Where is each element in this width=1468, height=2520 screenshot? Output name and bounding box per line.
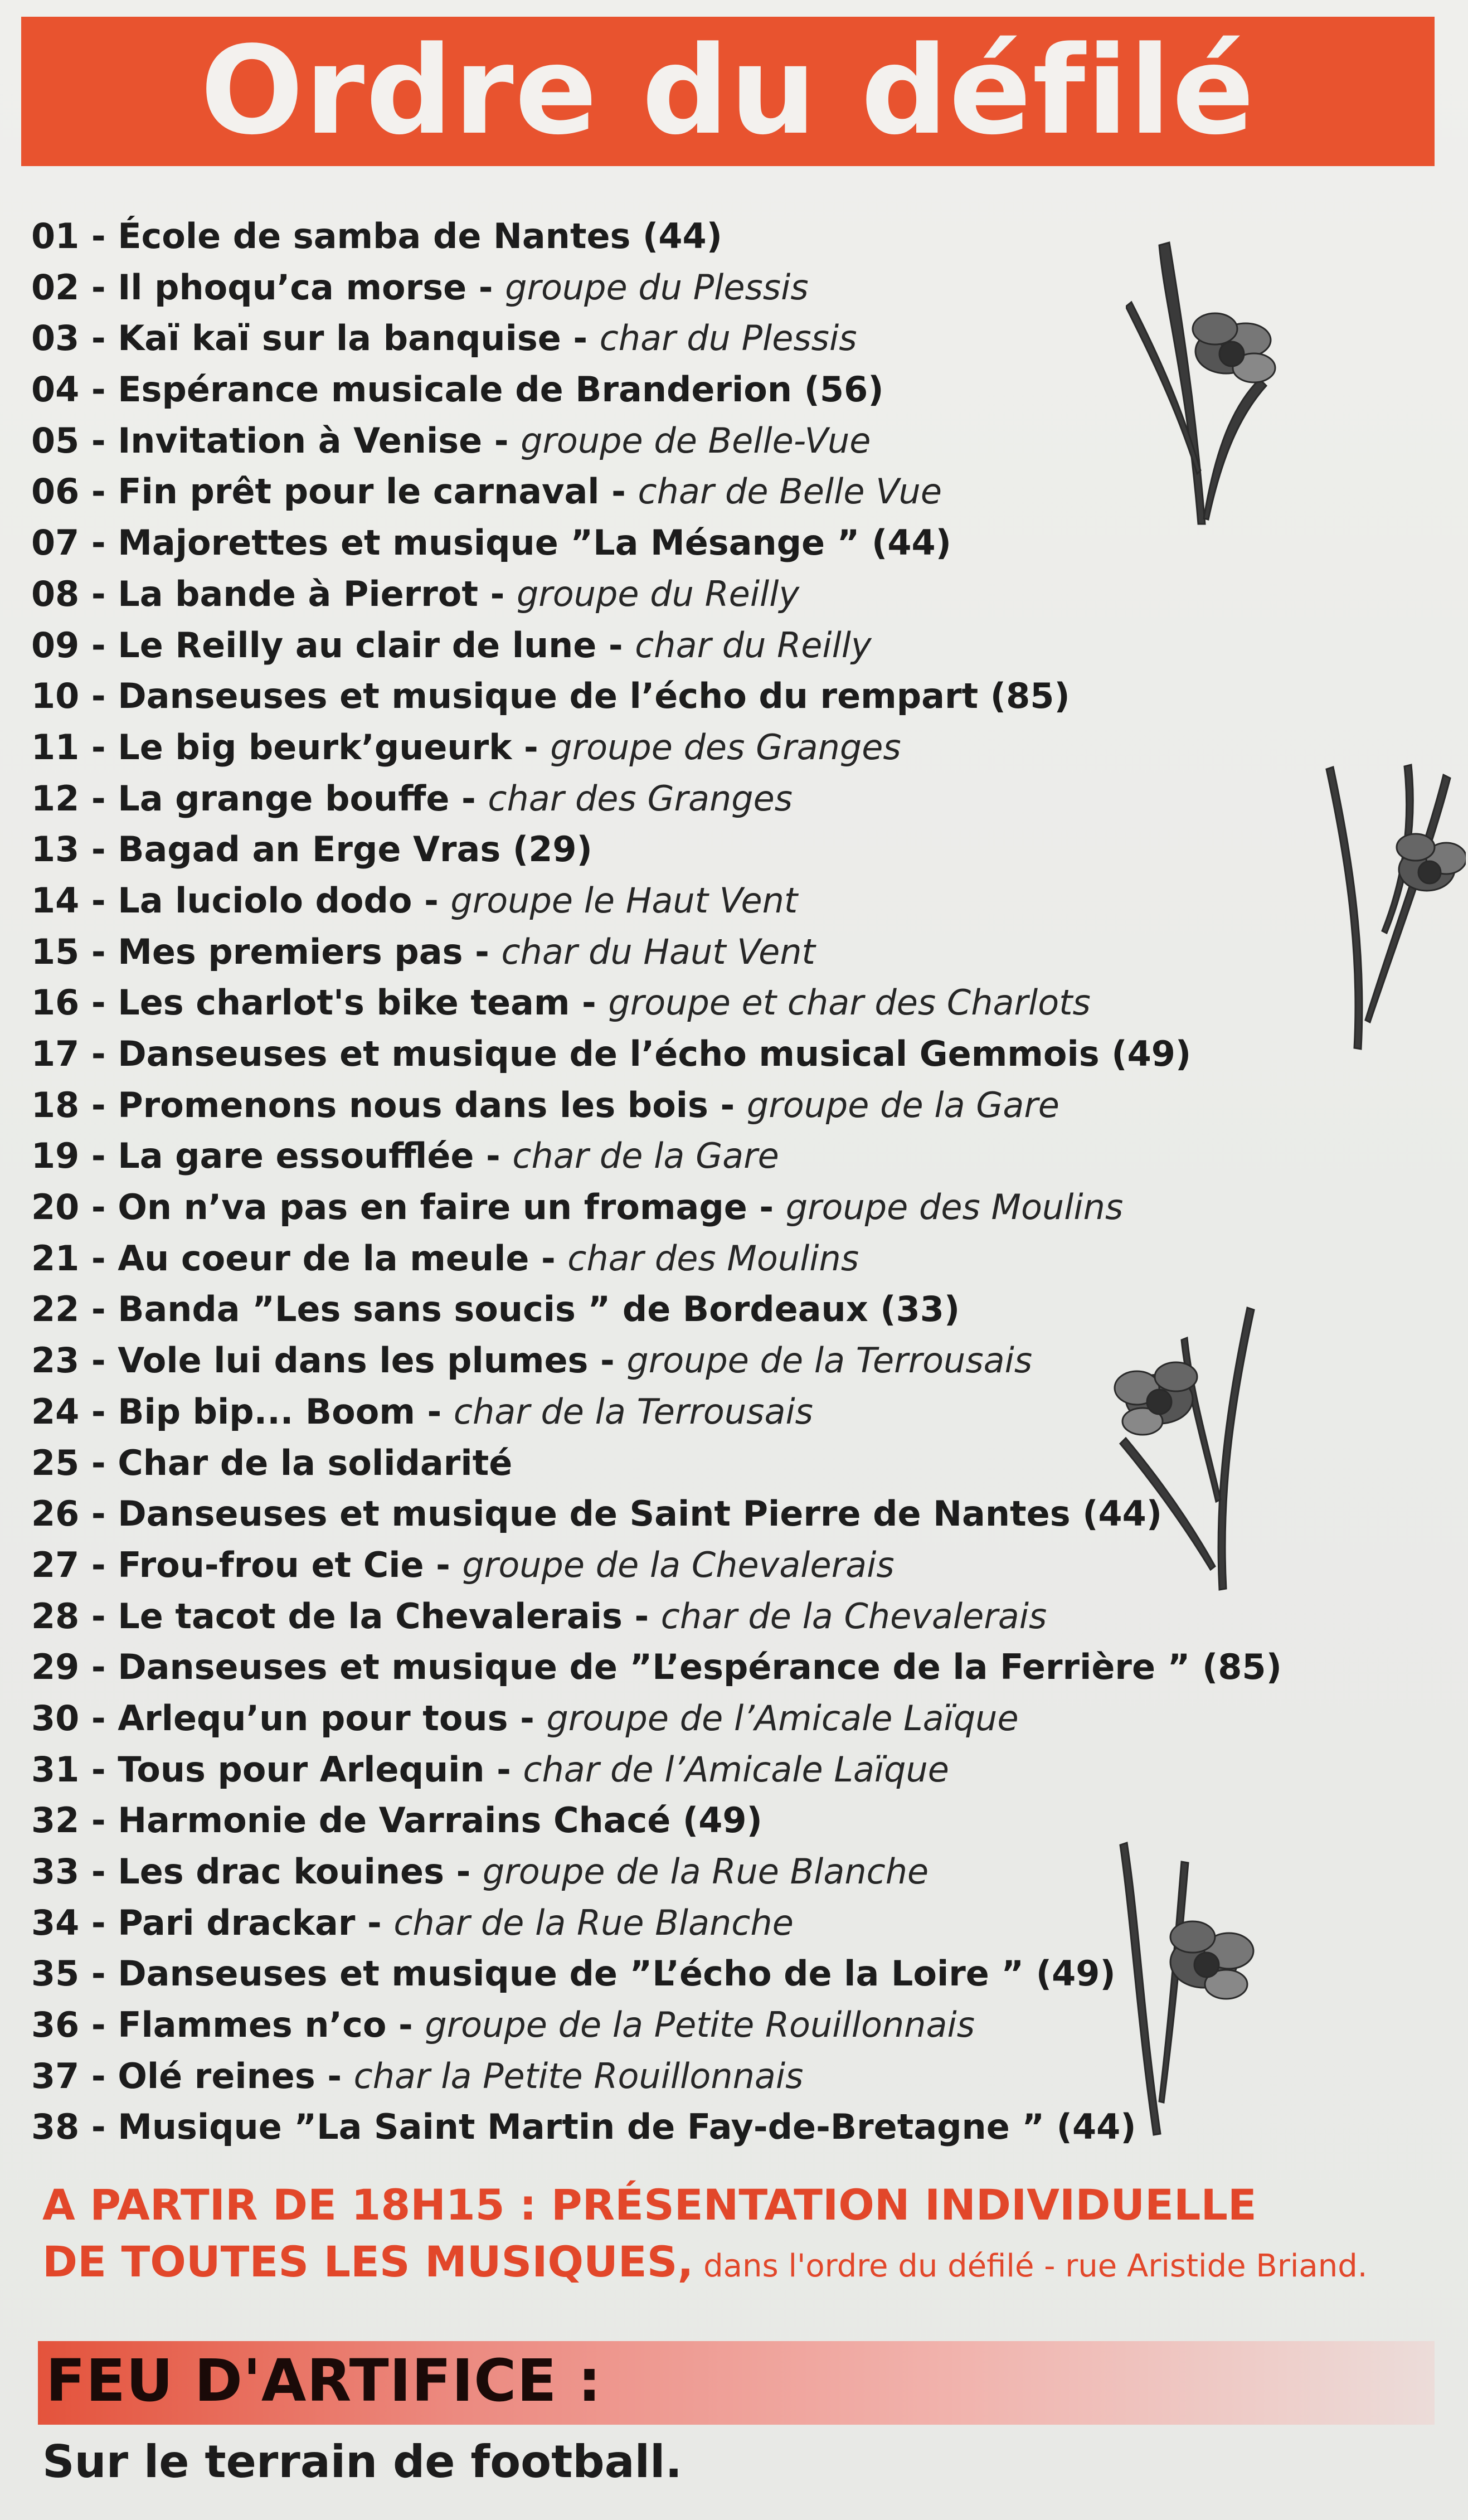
announcement-line2 <box>42 2233 1447 2295</box>
daffodil-icon <box>1126 240 1299 530</box>
item-description: groupe de la Gare <box>746 1084 1059 1125</box>
item-number: 01 <box>31 216 80 256</box>
item-name: Promenons nous dans les bois <box>118 1084 708 1125</box>
item-description: groupe de la Chevalerais <box>462 1544 895 1585</box>
item-number: 33 <box>31 1851 80 1892</box>
list-item <box>31 1591 1202 1642</box>
item-separator: - <box>79 1647 118 1688</box>
item-description: char la Petite Rouillonnais <box>353 2055 804 2096</box>
item-number: 35 <box>31 1953 80 1994</box>
item-number: 36 <box>31 2004 80 2046</box>
item-name: Pari drackar <box>118 1902 356 1943</box>
item-name: Danseuses et musique de Saint Pierre de Nantes (44) <box>118 1493 1163 1535</box>
item-separator: - <box>415 1391 454 1432</box>
item-separator: - <box>79 624 118 666</box>
item-separator: - <box>588 1340 627 1381</box>
item-number: 30 <box>31 1697 80 1739</box>
item-number: 03 <box>31 318 80 359</box>
item-name: Invitation à Venise <box>118 420 483 461</box>
item-description: char de la Terrousais <box>453 1391 813 1432</box>
item-description: char de la Gare <box>512 1135 779 1177</box>
item-name: La bande à Pierrot <box>118 573 479 614</box>
item-name: Harmonie de Varrains Chacé (49) <box>118 1800 762 1841</box>
item-separator: - <box>79 982 118 1023</box>
item-separator: - <box>79 1187 118 1228</box>
item-description: groupe du Plessis <box>505 266 809 308</box>
item-separator: - <box>482 420 521 461</box>
item-separator: - <box>570 982 609 1023</box>
list-item <box>31 926 1202 978</box>
item-separator: - <box>474 1135 513 1177</box>
list-item <box>31 620 1202 671</box>
list-item <box>31 1897 1202 1949</box>
item-name: Les charlot's bike team <box>118 982 570 1023</box>
item-number: 21 <box>31 1237 80 1279</box>
list-item <box>31 2101 1202 2153</box>
item-number: 27 <box>31 1544 80 1585</box>
item-separator: - <box>508 1697 547 1739</box>
list-item <box>31 1284 1202 1335</box>
item-number: 22 <box>31 1289 80 1330</box>
announcement-line1: A PARTIR DE 18H15 : PRÉSENTATION INDIVIDUELLE <box>42 2180 1257 2230</box>
item-description: groupe de l’Amicale Laïque <box>546 1697 1019 1739</box>
item-name: Les drac kouines <box>118 1851 445 1892</box>
item-name: Majorettes et musique ”La Mésange ” (44) <box>118 522 951 564</box>
item-separator: - <box>529 1237 568 1279</box>
item-number: 18 <box>31 1084 80 1125</box>
item-name: Danseuses et musique de l’écho musical Gemmois (49) <box>118 1033 1192 1074</box>
item-name: Le Reilly au clair de lune <box>118 624 597 666</box>
item-number: 23 <box>31 1340 80 1381</box>
item-separator: - <box>512 726 551 768</box>
item-name: Danseuses et musique de l’écho du rempart (85) <box>118 676 1070 717</box>
list-item <box>31 211 1202 262</box>
list-item <box>31 722 1202 773</box>
list-item <box>31 569 1202 620</box>
item-description: char de la Chevalerais <box>660 1595 1047 1637</box>
fireworks-title: FEU D'ARTIFICE : <box>46 2347 602 2415</box>
list-item <box>31 1130 1202 1182</box>
list-item <box>31 1795 1202 1846</box>
item-separator: - <box>449 778 488 819</box>
item-separator: - <box>596 624 635 666</box>
item-separator: - <box>79 1289 118 1330</box>
item-number: 32 <box>31 1800 80 1841</box>
item-number: 34 <box>31 1902 80 1943</box>
list-item <box>31 1488 1202 1540</box>
item-name: Vole lui dans les plumes <box>118 1340 589 1381</box>
item-name: Frou-frou et Cie <box>118 1544 424 1585</box>
item-separator: - <box>79 1340 118 1381</box>
item-description: groupe des Moulins <box>785 1187 1124 1228</box>
item-separator: - <box>79 522 118 564</box>
item-separator: - <box>79 1084 118 1125</box>
announcement <box>42 2177 1447 2295</box>
list-item <box>31 415 1202 467</box>
list-item <box>31 1233 1202 1284</box>
announcement-line2-small: dans l'ordre du défilé - rue Aristide Briand. <box>693 2248 1368 2284</box>
item-description: groupe et char des Charlots <box>608 982 1091 1023</box>
item-description: char de Belle Vue <box>638 471 942 512</box>
item-separator: - <box>424 1544 463 1585</box>
item-number: 13 <box>31 829 80 870</box>
item-number: 09 <box>31 624 80 666</box>
item-description: char du Haut Vent <box>501 931 815 972</box>
item-name: Olé reines <box>118 2055 315 2096</box>
item-separator: - <box>79 1697 118 1739</box>
item-number: 06 <box>31 471 80 512</box>
item-number: 29 <box>31 1647 80 1688</box>
item-name: On n’va pas en faire un fromage <box>118 1187 747 1228</box>
item-name: Tous pour Arlequin <box>118 1749 485 1790</box>
list-item <box>31 1182 1202 1233</box>
item-separator: - <box>79 216 118 256</box>
item-name: La gare essoufflée <box>118 1135 474 1177</box>
item-name: Mes premiers pas <box>118 931 463 972</box>
item-name: École de samba de Nantes (44) <box>118 216 722 256</box>
page-title: Ordre du défilé <box>200 21 1256 162</box>
item-separator: - <box>79 573 118 614</box>
item-name: Espérance musicale de Branderion (56) <box>118 369 884 410</box>
item-separator: - <box>444 1851 483 1892</box>
list-item <box>31 1335 1202 1386</box>
item-name: Bagad an Erge Vras (29) <box>118 829 592 870</box>
item-description: groupe du Reilly <box>516 573 800 614</box>
item-name: Danseuses et musique de ”L’écho de la Loire ” (49) <box>118 1953 1116 1994</box>
item-separator: - <box>79 1391 118 1432</box>
item-name: Banda ”Les sans soucis ” de Bordeaux (33) <box>118 1289 960 1330</box>
item-name: La grange bouffe <box>118 778 450 819</box>
item-name: Il phoqu’ca morse <box>118 266 467 308</box>
item-description: char de la Rue Blanche <box>393 1902 794 1943</box>
item-separator: - <box>79 1237 118 1279</box>
item-separator: - <box>79 829 118 870</box>
item-separator: - <box>79 1033 118 1074</box>
item-separator: - <box>315 2055 354 2096</box>
item-description: groupe de la Petite Rouillonnais <box>425 2004 975 2046</box>
item-description: groupe de Belle-Vue <box>521 420 871 461</box>
item-number: 19 <box>31 1135 80 1177</box>
list-item <box>31 466 1202 517</box>
list-item <box>31 671 1202 722</box>
item-number: 37 <box>31 2055 80 2096</box>
item-name: Kaï kaï sur la banquise <box>118 318 561 359</box>
item-number: 04 <box>31 369 80 410</box>
item-number: 14 <box>31 880 80 921</box>
item-name: Bip bip... Boom <box>118 1391 415 1432</box>
item-number: 31 <box>31 1749 80 1790</box>
item-separator: - <box>79 2055 118 2096</box>
item-name: Flammes n’co <box>118 2004 387 2046</box>
item-separator: - <box>79 880 118 921</box>
item-separator: - <box>708 1084 747 1125</box>
item-number: 26 <box>31 1493 80 1535</box>
item-description: char du Plessis <box>599 318 857 359</box>
daffodil-icon <box>1104 1304 1271 1594</box>
item-number: 16 <box>31 982 80 1023</box>
title-banner <box>21 17 1435 166</box>
item-number: 38 <box>31 2106 80 2148</box>
daffodil-icon <box>1315 764 1466 1053</box>
item-description: groupe de la Rue Blanche <box>482 1851 929 1892</box>
item-number: 15 <box>31 931 80 972</box>
list-item <box>31 1438 1202 1489</box>
list-item <box>31 313 1202 364</box>
item-separator: - <box>79 1851 118 1892</box>
item-name: Le tacot de la Chevalerais <box>118 1595 623 1637</box>
list-item <box>31 1540 1202 1591</box>
item-name: Danseuses et musique de ”L’espérance de la Ferrière ” (85) <box>118 1647 1282 1688</box>
item-separator: - <box>463 931 502 972</box>
item-separator: - <box>484 1749 523 1790</box>
item-separator: - <box>79 778 118 819</box>
item-separator: - <box>412 880 451 921</box>
item-separator: - <box>79 471 118 512</box>
item-separator: - <box>79 2106 118 2148</box>
daffodil-icon <box>1109 1839 1276 2140</box>
item-separator: - <box>79 1749 118 1790</box>
item-separator: - <box>747 1187 786 1228</box>
list-item <box>31 1846 1202 1897</box>
list-item <box>31 262 1202 313</box>
item-separator: - <box>79 931 118 972</box>
parade-list <box>31 211 1282 2153</box>
item-name: Arlequ’un pour tous <box>118 1697 508 1739</box>
list-item <box>31 1642 1282 1693</box>
item-number: 24 <box>31 1391 80 1432</box>
item-separator: - <box>79 1953 118 1994</box>
item-number: 10 <box>31 676 80 717</box>
item-separator: - <box>79 676 118 717</box>
list-item <box>31 977 1202 1028</box>
item-separator: - <box>79 2004 118 2046</box>
item-separator: - <box>622 1595 661 1637</box>
item-name: Musique ”La Saint Martin de Fay-de-Bretagne ” (44) <box>118 2106 1136 2148</box>
list-item <box>31 773 1202 824</box>
item-number: 20 <box>31 1187 80 1228</box>
item-number: 12 <box>31 778 80 819</box>
item-description: char de l’Amicale Laïque <box>523 1749 949 1790</box>
item-separator: - <box>79 1442 118 1483</box>
list-item <box>31 1744 1202 1795</box>
list-item <box>31 1999 1202 2051</box>
item-separator: - <box>386 2004 425 2046</box>
list-item <box>31 1080 1202 1131</box>
fireworks-location: Sur le terrain de football. <box>42 2436 682 2488</box>
item-name: Fin prêt pour le carnaval <box>118 471 600 512</box>
item-number: 17 <box>31 1033 80 1074</box>
item-separator: - <box>79 369 118 410</box>
item-number: 02 <box>31 266 80 308</box>
item-separator: - <box>79 1493 118 1535</box>
item-name: Au coeur de la meule <box>118 1237 529 1279</box>
item-separator: - <box>79 1902 118 1943</box>
item-separator: - <box>599 471 638 512</box>
item-description: char des Moulins <box>567 1237 859 1279</box>
item-name: Char de la solidarité <box>118 1442 513 1483</box>
item-separator: - <box>79 1595 118 1637</box>
item-description: groupe le Haut Vent <box>450 880 798 921</box>
list-item <box>31 517 1202 569</box>
item-separator: - <box>79 726 118 768</box>
list-item <box>31 1386 1202 1438</box>
item-number: 25 <box>31 1442 80 1483</box>
item-separator: - <box>79 1800 118 1841</box>
item-separator: - <box>478 573 517 614</box>
item-separator: - <box>561 318 600 359</box>
item-separator: - <box>79 1544 118 1585</box>
item-separator: - <box>79 1135 118 1177</box>
item-number: 11 <box>31 726 80 768</box>
list-item <box>31 2051 1202 2102</box>
list-item <box>31 875 1202 926</box>
item-description: char du Reilly <box>635 624 872 666</box>
list-item <box>31 1028 1202 1080</box>
item-separator: - <box>466 266 505 308</box>
item-separator: - <box>355 1902 394 1943</box>
item-number: 07 <box>31 522 80 564</box>
list-item <box>31 1948 1202 1999</box>
item-separator: - <box>79 318 118 359</box>
item-description: groupe des Granges <box>550 726 901 768</box>
item-description: groupe de la Terrousais <box>626 1340 1033 1381</box>
list-item <box>31 1693 1202 1744</box>
item-number: 05 <box>31 420 80 461</box>
item-number: 28 <box>31 1595 80 1637</box>
announcement-line2-bold: DE TOUTES LES MUSIQUES, <box>42 2237 694 2286</box>
item-description: char des Granges <box>488 778 793 819</box>
item-name: Le big beurk’gueurk <box>118 726 512 768</box>
list-item <box>31 824 1202 875</box>
item-separator: - <box>79 420 118 461</box>
item-number: 08 <box>31 573 80 614</box>
item-separator: - <box>79 266 118 308</box>
list-item <box>31 364 1202 415</box>
item-name: La luciolo dodo <box>118 880 412 921</box>
